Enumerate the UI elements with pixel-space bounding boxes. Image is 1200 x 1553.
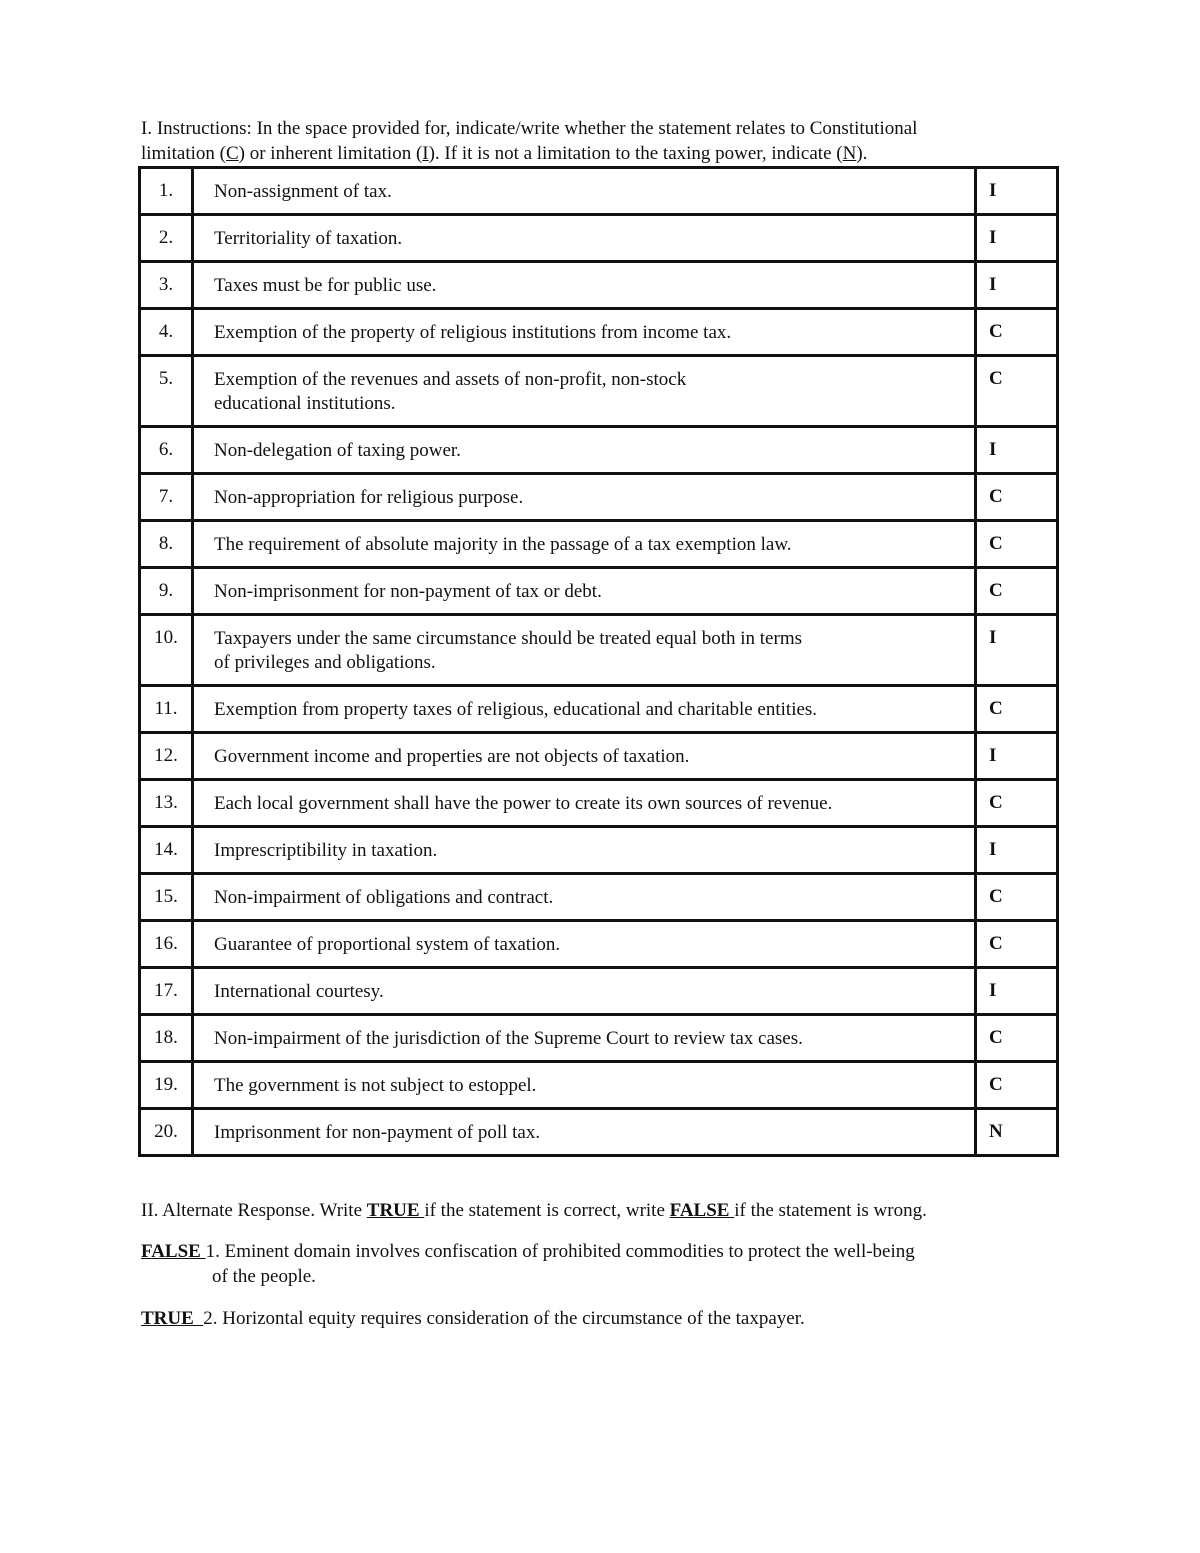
statement-cell bbox=[193, 521, 976, 568]
answer-cell: I bbox=[976, 615, 1058, 686]
item-number: 14. bbox=[140, 827, 193, 874]
answer-cell: C bbox=[976, 474, 1058, 521]
statement-text: Exemption of the revenues and assets of non-profit, non-stock bbox=[214, 369, 687, 390]
instructions-text: ). If it is not a limitation to the taxing power, indicate ( bbox=[428, 143, 843, 164]
statement-text: Territoriality of taxation. bbox=[214, 228, 403, 249]
item-number: 1. bbox=[140, 168, 193, 215]
response-text: 1. Eminent domain involves confiscation of prohibited commodities to protect the well-being bbox=[205, 1241, 915, 1262]
table-row bbox=[140, 1109, 1058, 1156]
item-number: 11. bbox=[140, 686, 193, 733]
statement-cell bbox=[193, 262, 976, 309]
item-number: 19. bbox=[140, 1062, 193, 1109]
statement-text: Non-impairment of the jurisdiction of the Supreme Court to review tax cases. bbox=[214, 1028, 803, 1049]
statement-text: Taxes must be for public use. bbox=[214, 275, 437, 296]
item-number: 9. bbox=[140, 568, 193, 615]
statement-text: The government is not subject to estoppel. bbox=[214, 1075, 537, 1096]
statement-text: Government income and properties are not objects of taxation. bbox=[214, 746, 690, 767]
statement-cell bbox=[193, 686, 976, 733]
response-item-1 bbox=[141, 1239, 1081, 1289]
statement-cell bbox=[193, 427, 976, 474]
table-row bbox=[140, 686, 1058, 733]
table-row bbox=[140, 733, 1058, 780]
item-number: 5. bbox=[140, 356, 193, 427]
answer-cell: C bbox=[976, 568, 1058, 615]
statement-text: International courtesy. bbox=[214, 981, 384, 1002]
answer-cell: C bbox=[976, 309, 1058, 356]
item-number: 3. bbox=[140, 262, 193, 309]
statement-cell bbox=[193, 1062, 976, 1109]
item-number: 16. bbox=[140, 921, 193, 968]
statement-cell bbox=[193, 733, 976, 780]
answer-cell: I bbox=[976, 733, 1058, 780]
table-row bbox=[140, 521, 1058, 568]
answer-cell: C bbox=[976, 780, 1058, 827]
statement-text: Non-impairment of obligations and contract. bbox=[214, 887, 554, 908]
item-number: 18. bbox=[140, 1015, 193, 1062]
statement-text: Imprisonment for non-payment of poll tax. bbox=[214, 1122, 541, 1143]
answer-cell: C bbox=[976, 356, 1058, 427]
statement-text-continued: of privileges and obligations. bbox=[214, 652, 436, 673]
answer-cell: I bbox=[976, 427, 1058, 474]
table-row bbox=[140, 427, 1058, 474]
answers-table bbox=[138, 166, 1059, 1157]
statement-text: Non-appropriation for religious purpose. bbox=[214, 487, 524, 508]
false-keyword: FALSE bbox=[669, 1200, 735, 1221]
answer-cell: I bbox=[976, 215, 1058, 262]
instructions-text: ). bbox=[856, 143, 868, 164]
statement-text: Guarantee of proportional system of taxation. bbox=[214, 934, 561, 955]
table-row bbox=[140, 968, 1058, 1015]
section1-instructions bbox=[141, 116, 1071, 166]
statement-cell bbox=[193, 827, 976, 874]
table-row bbox=[140, 780, 1058, 827]
item-number: 10. bbox=[140, 615, 193, 686]
item-number: 8. bbox=[140, 521, 193, 568]
table-row bbox=[140, 215, 1058, 262]
instructions-line-1: I. Instructions: In the space provided for, indicate/write whether the statement relates to Constitutional bbox=[141, 118, 918, 139]
statement-cell bbox=[193, 568, 976, 615]
answer-cell: C bbox=[976, 921, 1058, 968]
table-row bbox=[140, 356, 1058, 427]
answers-table-body bbox=[140, 168, 1058, 1156]
response-text-continued: of the people. bbox=[212, 1266, 316, 1287]
statement-cell bbox=[193, 1109, 976, 1156]
item-number: 4. bbox=[140, 309, 193, 356]
answer-cell: C bbox=[976, 686, 1058, 733]
statement-text: Imprescriptibility in taxation. bbox=[214, 840, 438, 861]
statement-cell bbox=[193, 921, 976, 968]
table-row bbox=[140, 1062, 1058, 1109]
statement-cell bbox=[193, 968, 976, 1015]
statement-cell bbox=[193, 615, 976, 686]
heading-text: if the statement is wrong. bbox=[734, 1200, 927, 1221]
code-constitutional: C bbox=[225, 143, 239, 164]
section2-heading bbox=[141, 1198, 1081, 1223]
item-number: 13. bbox=[140, 780, 193, 827]
code-inherent: I bbox=[422, 143, 429, 164]
statement-cell bbox=[193, 168, 976, 215]
item-number: 20. bbox=[140, 1109, 193, 1156]
statement-cell bbox=[193, 309, 976, 356]
table-row bbox=[140, 262, 1058, 309]
statement-cell bbox=[193, 215, 976, 262]
answer-cell: C bbox=[976, 874, 1058, 921]
item-number: 6. bbox=[140, 427, 193, 474]
statement-text: Non-assignment of tax. bbox=[214, 181, 392, 202]
statement-cell bbox=[193, 874, 976, 921]
response-answer: FALSE bbox=[141, 1241, 206, 1262]
answer-cell: C bbox=[976, 1015, 1058, 1062]
statement-cell bbox=[193, 780, 976, 827]
table-row bbox=[140, 568, 1058, 615]
statement-text: The requirement of absolute majority in the passage of a tax exemption law. bbox=[214, 534, 792, 555]
instructions-text: limitation ( bbox=[141, 143, 226, 164]
answer-cell: I bbox=[976, 827, 1058, 874]
instructions-text: ) or inherent limitation ( bbox=[238, 143, 423, 164]
statement-text: Non-delegation of taxing power. bbox=[214, 440, 461, 461]
item-number: 12. bbox=[140, 733, 193, 780]
statement-cell bbox=[193, 356, 976, 427]
true-keyword: TRUE bbox=[366, 1200, 425, 1221]
item-number: 2. bbox=[140, 215, 193, 262]
table-row bbox=[140, 309, 1058, 356]
statement-text-continued: educational institutions. bbox=[214, 393, 396, 414]
statement-cell bbox=[193, 474, 976, 521]
table-row bbox=[140, 168, 1058, 215]
statement-text: Taxpayers under the same circumstance should be treated equal both in terms bbox=[214, 628, 802, 649]
table-row bbox=[140, 827, 1058, 874]
answer-cell: I bbox=[976, 168, 1058, 215]
table-row bbox=[140, 474, 1058, 521]
table-row bbox=[140, 874, 1058, 921]
statement-text: Exemption of the property of religious institutions from income tax. bbox=[214, 322, 732, 343]
response-answer: TRUE bbox=[141, 1308, 204, 1329]
statement-text: Each local government shall have the power to create its own sources of revenue. bbox=[214, 793, 833, 814]
code-not-limitation: N bbox=[842, 143, 857, 164]
statement-text: Exemption from property taxes of religious, educational and charitable entities. bbox=[214, 699, 818, 720]
answer-cell: C bbox=[976, 1062, 1058, 1109]
answer-cell: N bbox=[976, 1109, 1058, 1156]
heading-text: if the statement is correct, write bbox=[424, 1200, 670, 1221]
statement-cell bbox=[193, 1015, 976, 1062]
instructions-line-2 bbox=[141, 141, 1071, 166]
table-row bbox=[140, 921, 1058, 968]
item-number: 7. bbox=[140, 474, 193, 521]
response-item-2 bbox=[141, 1306, 1081, 1331]
answer-cell: I bbox=[976, 968, 1058, 1015]
answer-cell: I bbox=[976, 262, 1058, 309]
table-row bbox=[140, 1015, 1058, 1062]
response-text: 2. Horizontal equity requires consideration of the circumstance of the taxpayer. bbox=[203, 1308, 805, 1329]
section2-alternate-response bbox=[141, 1198, 1081, 1348]
item-number: 15. bbox=[140, 874, 193, 921]
table-row bbox=[140, 615, 1058, 686]
answer-cell: C bbox=[976, 521, 1058, 568]
heading-text: II. Alternate Response. Write bbox=[141, 1200, 367, 1221]
statement-text: Non-imprisonment for non-payment of tax or debt. bbox=[214, 581, 602, 602]
item-number: 17. bbox=[140, 968, 193, 1015]
